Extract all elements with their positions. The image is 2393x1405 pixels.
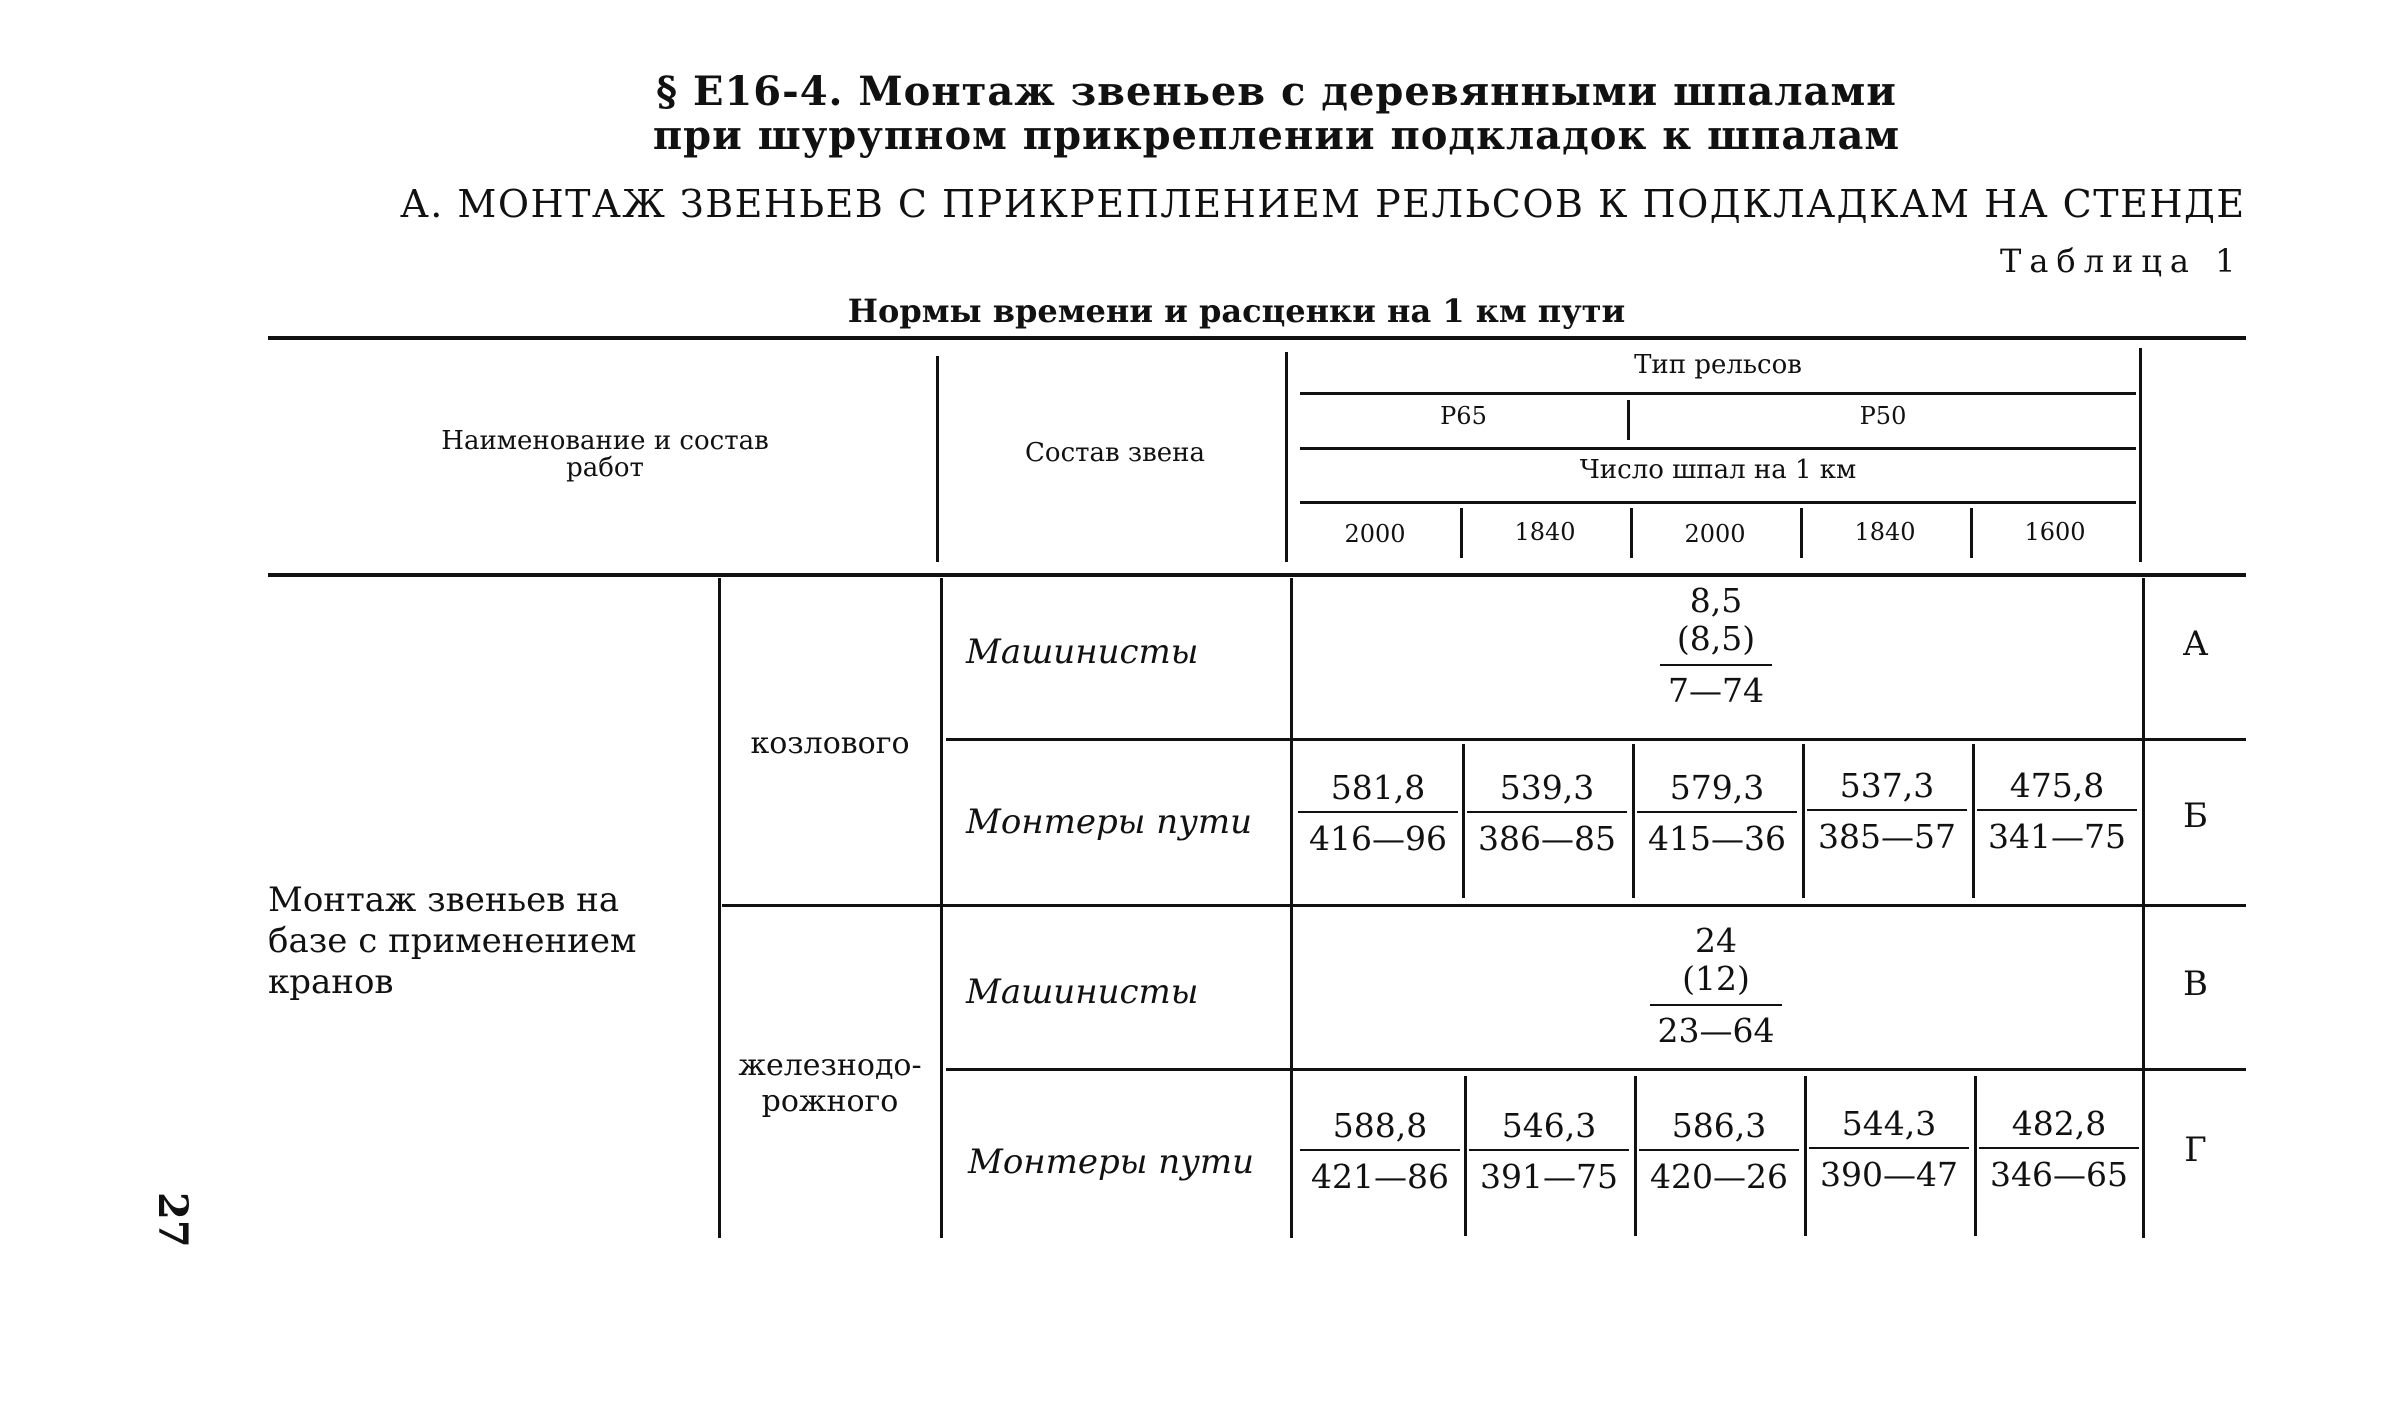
title-line-2: при шурупном прикреплении подкладок к шпалам (652, 112, 1901, 159)
row-v-norm (1290, 922, 2142, 1050)
row-v-letter: В (2183, 964, 2208, 1004)
body-divider-crane (940, 578, 943, 1238)
row-g-cell-5-time: 482,8 (2011, 1104, 2107, 1143)
row-g-cell-3-time: 586,3 (1671, 1106, 1767, 1145)
header-count-4: 1840 (1854, 518, 1916, 546)
page-number: 27 (149, 1192, 196, 1248)
section-heading: А. МОНТАЖ ЗВЕНЬЕВ С ПРИКРЕПЛЕНИЕМ РЕЛЬСОВ К ПОДКЛАДКАМ НА СТЕНДЕ (400, 182, 2246, 226)
work-name: Монтаж звеньев на базе с применением кранов (268, 880, 637, 1002)
row-b-cell-5-time: 475,8 (2009, 766, 2105, 805)
header-count-2: 1840 (1514, 518, 1576, 546)
row-b-cell-1-time: 581,8 (1330, 768, 1426, 807)
row-b-cell-5 (1977, 766, 2137, 856)
row-a-time: 8,5 (1689, 581, 1743, 620)
header-rail-type: Тип рельсов (1634, 350, 1802, 380)
row-b-cell-3 (1637, 768, 1797, 858)
row-b-divider-4 (1972, 744, 1975, 898)
row-g-cell-5 (1979, 1104, 2139, 1194)
row-g-cell-2-price: 391—75 (1469, 1149, 1629, 1196)
row-a-crew: Машинисты (966, 632, 1199, 672)
row-g-letter: Г (2184, 1130, 2207, 1170)
table-label: Таблица 1 (2000, 242, 2244, 280)
row-g-cell-4-price: 390—47 (1809, 1147, 1969, 1194)
rail-type-rule (1300, 392, 2136, 395)
row-b-cell-1-price: 416—96 (1298, 811, 1458, 858)
row-b-cell-3-price: 415—36 (1637, 811, 1797, 858)
header-rail-p50: Р50 (1859, 402, 1907, 430)
row-g-cell-2-time: 546,3 (1501, 1106, 1597, 1145)
row-g-cell-2 (1469, 1106, 1629, 1196)
header-count-1: 2000 (1344, 520, 1406, 548)
row-b-divider-3 (1802, 744, 1805, 898)
row-g-cell-5-price: 346—65 (1979, 1147, 2139, 1194)
row-b-cell-3-time: 579,3 (1669, 768, 1765, 807)
gantry-bottom-rule (722, 904, 2246, 907)
row-g-cell-3-price: 420—26 (1639, 1149, 1799, 1196)
row-g-divider-1 (1464, 1076, 1467, 1236)
row-g-cell-1-price: 421—86 (1300, 1149, 1460, 1196)
row-v-time: 24 (1695, 921, 1737, 960)
row-g-cell-4 (1809, 1104, 1969, 1194)
row-a-bottom-rule (946, 738, 2246, 741)
row-g-crew: Монтеры пути (968, 1142, 1255, 1182)
row-g-cell-4-time: 544,3 (1841, 1104, 1937, 1143)
row-g-cell-3 (1639, 1106, 1799, 1196)
header-bottom-rule (268, 573, 2246, 577)
row-a-price: 7—74 (1660, 664, 1772, 710)
row-g-divider-4 (1974, 1076, 1977, 1236)
crane-gantry: козлового (750, 726, 910, 761)
row-b-cell-4-price: 385—57 (1807, 809, 1967, 856)
row-b-cell-4-time: 537,3 (1839, 766, 1935, 805)
row-b-cell-1 (1298, 768, 1458, 858)
row-v-price: 23—64 (1650, 1004, 1783, 1050)
row-b-cell-2-time: 539,3 (1499, 768, 1595, 807)
row-g-divider-3 (1804, 1076, 1807, 1236)
row-b-cell-2 (1467, 768, 1627, 858)
rail-names-rule (1300, 447, 2136, 450)
header-crew: Состав звена (1025, 438, 1205, 468)
header-count-5: 1600 (2024, 518, 2086, 546)
row-b-divider-2 (1632, 744, 1635, 898)
row-v-crew: Машинисты (966, 972, 1199, 1012)
row-v-paren: (12) (1682, 958, 1750, 998)
table-caption: Нормы времени и расценки на 1 км пути (847, 292, 1626, 330)
row-b-letter: Б (2183, 796, 2208, 836)
header-work-name: Наименование и состав работ (441, 426, 769, 484)
table-top-rule (268, 336, 2246, 340)
header-rail-p65: Р65 (1440, 402, 1487, 430)
row-b-cell-4 (1807, 766, 1967, 856)
row-a-paren: (8,5) (1676, 618, 1756, 658)
header-sleepers: Число шпал на 1 км (1579, 455, 1857, 485)
row-v-bottom-rule (946, 1068, 2246, 1071)
header-divider-work (936, 356, 939, 562)
row-b-cell-2-price: 386—85 (1467, 811, 1627, 858)
row-b-divider-1 (1462, 744, 1465, 898)
title-line-1: § Е16-4. Монтаж звеньев с деревянными шпалами (656, 68, 1897, 115)
header-divider-crew (1285, 352, 1288, 562)
crane-railway: железнодо-рожного (738, 1048, 922, 1119)
row-a-letter: А (2182, 624, 2209, 664)
row-b-cell-5-price: 341—75 (1977, 809, 2137, 856)
row-g-cell-1 (1300, 1106, 1460, 1196)
body-divider-work (718, 578, 721, 1238)
row-a-norm (1290, 582, 2142, 710)
sleepers-rule (1300, 501, 2136, 504)
row-b-crew: Монтеры пути (966, 802, 1253, 842)
header-count-3: 2000 (1684, 520, 1746, 548)
row-g-divider-2 (1634, 1076, 1637, 1236)
row-g-cell-1-time: 588,8 (1332, 1106, 1428, 1145)
